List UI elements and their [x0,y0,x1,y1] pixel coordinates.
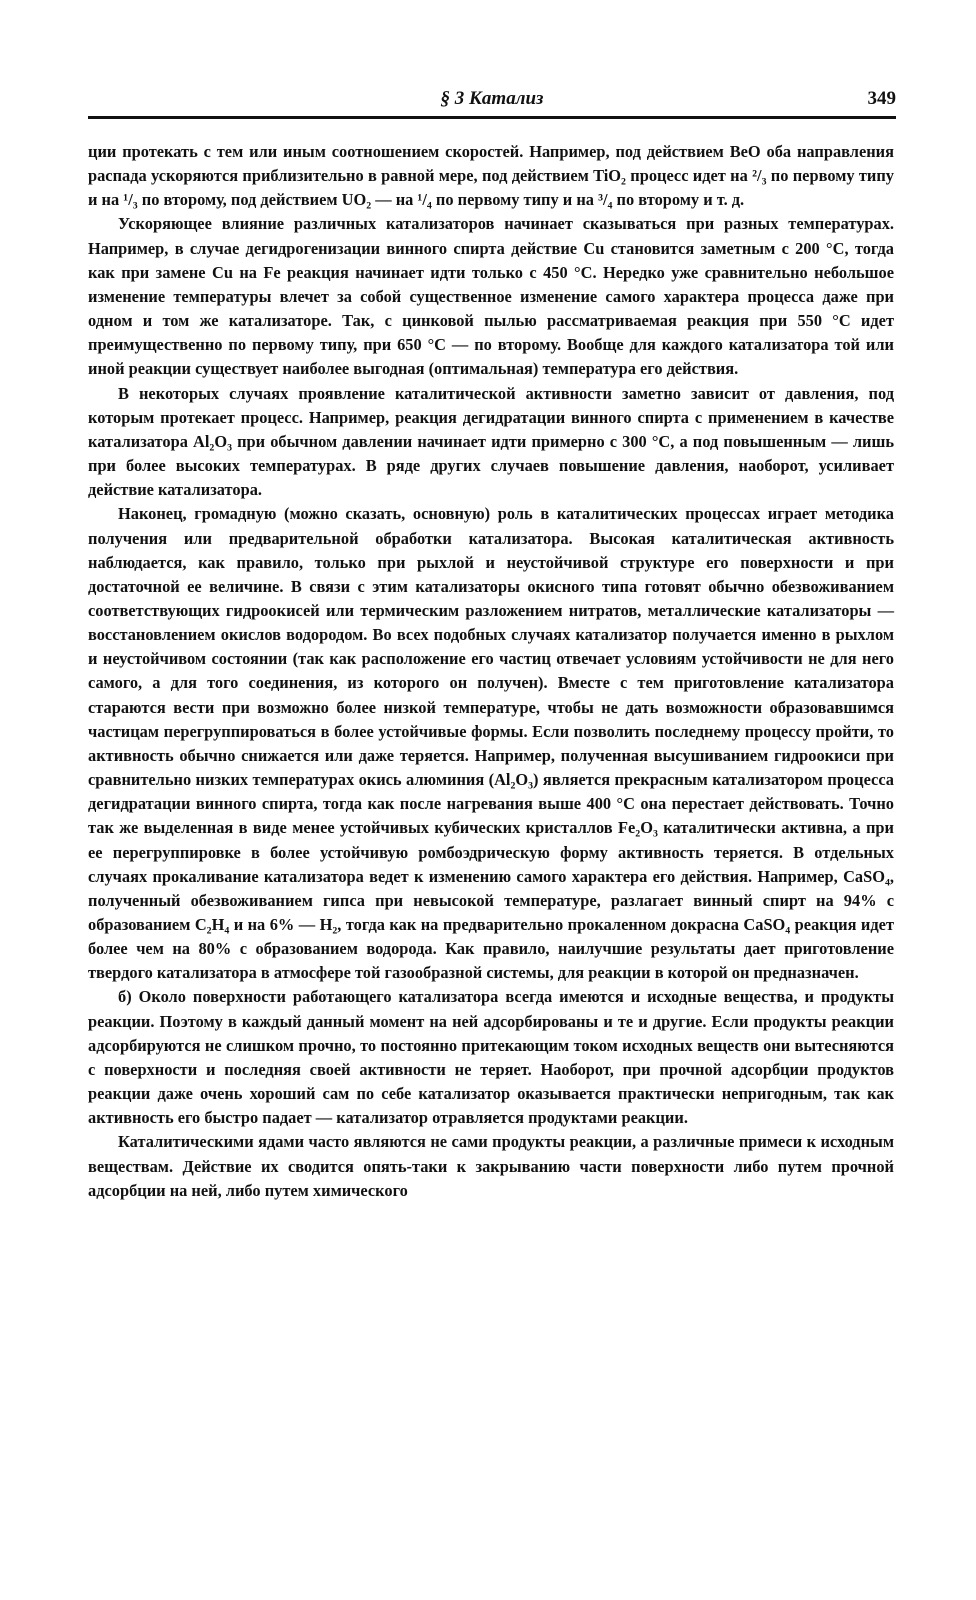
paragraph-5: б) Около поверхности работающего катализатора всегда имеются и исходные вещества, и продукты реакции. Поэтому в каждый данный момент на ней адсорбированы и те и другие. Если продукты реакции адсорбируются не слишком прочно, то постоянно притекающим током исходных веществ они вытесняются с поверхности и последняя своей активности не теряет. Наоборот, при прочной адсорбции продуктов реакции даже очень хороший сам по себе катализатор оказывается практически непригодным, так как активность его быстро падает — катализатор отравляется продуктами реакции. [88,987,894,1128]
page-number: 349 [867,88,896,109]
paragraph-1: ции протекать с тем или иным соотношением скоростей. Например, под действием BeO оба направления распада ускоряются приблизительно в равной мере, под действием TiO₂ процесс идет на ²/₃ по первому типу и на ¹/₃ по второму, под действием UO₂ — на ¹/₄ по первому типу и на ³/₄ по второму и т. д. [88,142,894,210]
body-text [88,140,894,1203]
paragraph-3: В некоторых случаях проявление каталитической активности заметно зависит от давления, под которым протекает процесс. Например, реакция дегидратации винного спирта с применением в качестве катализатора Al₂O₃ при обычном давлении начинает идти примерно с 300 °C, а под повышенным — лишь при более высоких температурах. В ряде других случаев повышение давления, наоборот, усиливает действие катализатора. [88,383,894,500]
section-title: § 3 Катализ [440,88,544,109]
paragraph-4: Наконец, громадную (можно сказать, основную) роль в каталитических процессах играет методика получения или предварительной обработки катализатора. Высокая каталитическая активность наблюдается, как правило, только при рыхлой и неустойчивой структуре его поверхности и при достаточной ее величине. В связи с этим катализаторы окисного типа готовят обычно обезвоживанием соответствующих гидроокисей или термическим разложением нитратов, металлические катализаторы — восстановлением окислов водородом. Во всех подобных случаях катализатор получается именно в рыхлом и неустойчивом состоянии (так как расположение его частиц отвечает условиям устойчивости не для него самого, а для того соединения, из которого он получен). Вместе с тем приготовление катализатора стараются вести при возможно более низкой температуре, чтобы не дать возможности образовавшимся частицам перегруппироваться в более устойчивые формы. Если позволить последнему процессу пройти, то активность обычно снижается или даже теряется. Например, полученная высушиванием гидроокиси при сравнительно низких температурах окись алюминия (Al₂O₃) является прекрасным катализатором процесса дегидратации винного спирта, тогда как после нагревания выше 400 °C она перестает действовать. Точно так же выделенная в виде менее устойчивых кубических кристаллов Fe₂O₃ каталитически активна, а при ее перегруппировке в более устойчивую ромбоэдрическую форму активность теряется. В отдельных случаях прокаливание катализатора ведет к изменению самого характера его действия. Например, CaSO₄, полученный обезвоживанием гипса при невысокой температуре, разлагает винный спирт на 94% с образованием C₂H₄ и на 6% — H₂, тогда как на предварительно прокаленном докрасна CaSO₄ реакция идет более чем на 80% с образованием водорода. Как правило, наилучшие результаты дает приготовление твердого катализатора в атмосфере той газообразной системы, для реакции в которой он предназначен. [88,504,894,983]
running-header [88,82,896,119]
paragraph-6: Каталитическими ядами часто являются не сами продукты реакции, а различные примеси к исходным веществам. Действие их сводится опять-таки к закрыванию части поверхности либо путем прочной адсорбции на ней, либо путем химического [88,1132,894,1200]
paragraph-2: Ускоряющее влияние различных катализаторов начинает сказываться при разных температурах. Например, в случае дегидрогенизации винного спирта действие Cu становится заметным с 200 °C, тогда как при замене Cu на Fe реакция начинает идти только с 450 °C. Нередко уже сравнительно небольшое изменение температуры влечет за собой существенное изменение самого характера процесса даже при одном и том же катализаторе. Так, с цинковой пылью рассматриваемая реакция при 550 °C идет преимущественно по первому типу, при 650 °C — по второму. Вообще для каждого катализатора той или иной реакции существует наиболее выгодная (оптимальная) температура его действия. [88,214,894,379]
